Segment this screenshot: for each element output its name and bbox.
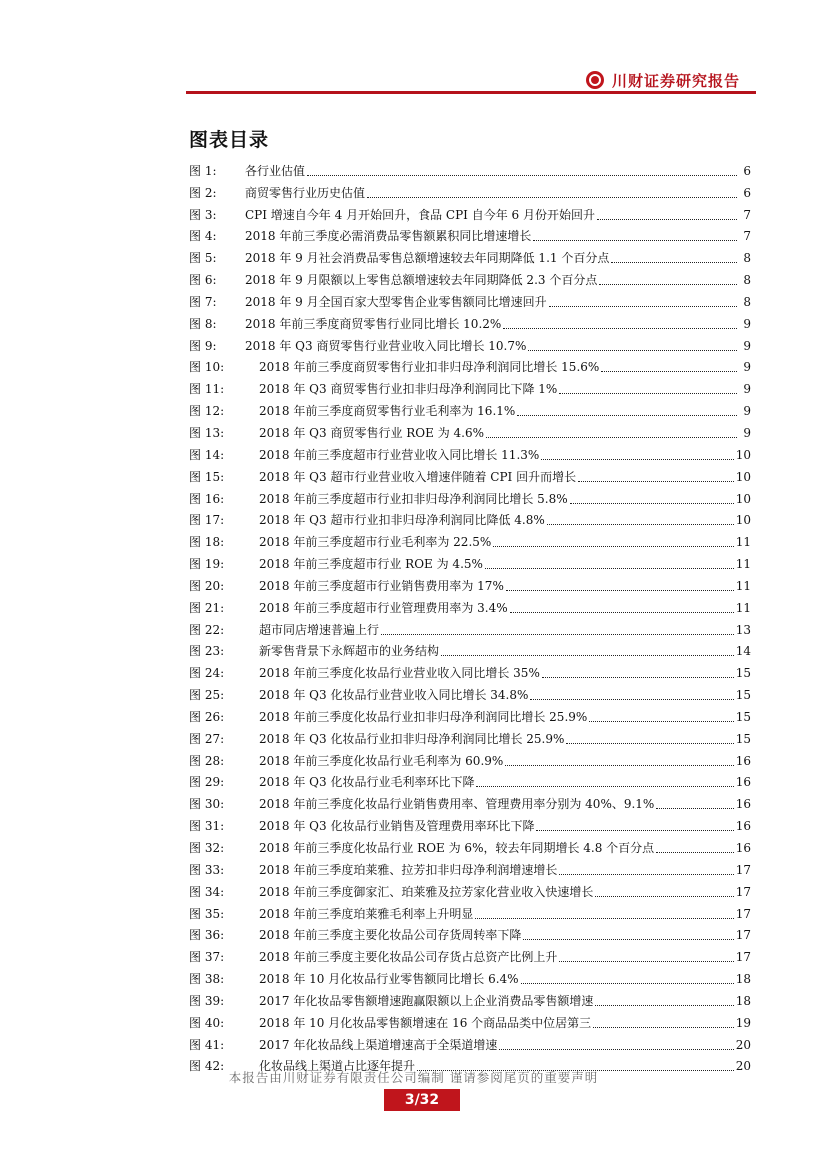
toc-entry-page: 9 xyxy=(743,316,751,331)
toc-entry[interactable] xyxy=(189,856,751,878)
toc-leader-dots xyxy=(533,240,737,241)
toc-leader-dots xyxy=(595,896,733,897)
toc-entry-title: 2018 年 Q3 超市行业营业收入增速伴随着 CPI 回升而增长 xyxy=(259,469,577,484)
toc-entry-page: 16 xyxy=(735,775,751,790)
toc-entry-page: 10 xyxy=(735,447,751,462)
toc-entry-title: 2018 年前三季度主要化妆品公司存货占总资产比例上升 xyxy=(259,950,558,965)
toc-entry-page: 16 xyxy=(735,819,751,834)
toc-entry-label: 图 40: xyxy=(189,1015,225,1030)
toc-entry-label: 图 41: xyxy=(189,1037,225,1052)
brand-name: 川财证券研究报告 xyxy=(612,71,741,90)
toc-entry-page: 8 xyxy=(743,251,751,266)
toc-entry-title: 2018 年 10 月化妆品行业零售额同比增长 6.4% xyxy=(259,972,519,987)
toc-entry-page: 19 xyxy=(735,1015,751,1030)
toc-entry[interactable] xyxy=(189,463,751,485)
toc-entry-label: 图 24: xyxy=(189,666,225,681)
toc-entry-title: 2018 年前三季度珀莱雅毛利率上升明显 xyxy=(259,906,474,921)
toc-entry-title: CPI 增速自今年 4 月开始回升，食品 CPI 自今年 6 月份开始回升 xyxy=(245,207,595,222)
toc-leader-dots xyxy=(589,721,733,722)
toc-entry[interactable] xyxy=(189,638,751,660)
toc-entry-label: 图 30: xyxy=(189,797,225,812)
toc-entry-title: 2018 年 Q3 化妆品行业销售及管理费用率环比下降 xyxy=(259,819,535,834)
toc-leader-dots xyxy=(475,918,733,919)
toc-entry-page: 6 xyxy=(743,185,751,200)
toc-entry[interactable] xyxy=(189,965,751,987)
toc-entry-label: 图 6: xyxy=(189,273,217,288)
toc-entry-title: 2018 年前三季度商贸零售行业同比增长 10.2% xyxy=(245,316,502,331)
toc-entry-page: 20 xyxy=(735,1037,751,1052)
toc-entry-title: 2018 年 9 月全国百家大型零售企业零售额同比增速回升 xyxy=(245,294,547,309)
toc-entry[interactable] xyxy=(189,310,751,332)
toc-entry[interactable] xyxy=(189,922,751,944)
toc-entry-page: 17 xyxy=(735,906,751,921)
toc-entry[interactable] xyxy=(189,1031,751,1053)
toc-entry-title: 2018 年前三季度化妆品行业销售费用率、管理费用率分别为 40%、9.1% xyxy=(259,797,655,812)
toc-entry[interactable] xyxy=(189,878,751,900)
toc-entry-title: 2018 年前三季度超市行业管理费用率为 3.4% xyxy=(259,600,508,615)
toc-entry[interactable] xyxy=(189,441,751,463)
toc-entry[interactable] xyxy=(189,528,751,550)
header-brand xyxy=(586,70,756,90)
toc-leader-dots xyxy=(547,524,734,525)
toc-leader-dots xyxy=(578,481,734,482)
toc-entry-label: 图 1: xyxy=(189,163,217,178)
toc-entry-title: 2017 年化妆品零售额增速跑赢限额以上企业消费品零售额增速 xyxy=(259,993,594,1008)
toc-entry-label: 图 35: xyxy=(189,906,225,921)
toc-leader-dots xyxy=(597,219,737,220)
toc-entry[interactable] xyxy=(189,288,751,310)
toc-entry[interactable] xyxy=(189,1009,751,1031)
toc-entry-label: 图 23: xyxy=(189,644,225,659)
toc-entry-page: 7 xyxy=(743,229,751,244)
toc-entry-title: 2017 年化妆品线上渠道增速高于全渠道增速 xyxy=(259,1037,498,1052)
toc-entry-page: 16 xyxy=(735,753,751,768)
circle-logo-icon xyxy=(586,71,604,89)
toc-leader-dots xyxy=(656,808,733,809)
toc-entry-label: 图 7: xyxy=(189,294,217,309)
toc-entry-label: 图 36: xyxy=(189,928,225,943)
toc-entry-page: 16 xyxy=(735,841,751,855)
toc-entry-title: 2018 年前三季度珀莱雅、拉芳扣非归母净利润增速增长 xyxy=(259,862,558,877)
toc-entry-label: 图 42: xyxy=(189,1059,225,1074)
page-number-badge: 3/32 xyxy=(384,1089,460,1111)
toc-entry-title: 2018 年 10 月化妆品零售额增速在 16 个商品品类中位居第三 xyxy=(259,1015,592,1030)
toc-entry-label: 图 39: xyxy=(189,993,225,1008)
toc-leader-dots xyxy=(549,306,737,307)
toc-entry-page: 15 xyxy=(735,688,751,703)
toc-entry-page: 10 xyxy=(735,491,751,506)
toc-entry-label: 图 3: xyxy=(189,207,217,222)
toc-entry-label: 图 11: xyxy=(189,382,225,397)
toc-entry-label: 图 32: xyxy=(189,841,225,855)
section-title: 图表目录 xyxy=(189,129,270,151)
toc-entry-page: 16 xyxy=(735,797,751,812)
toc-entry-page: 11 xyxy=(735,557,751,572)
toc-leader-dots xyxy=(441,655,734,656)
toc-entry[interactable] xyxy=(189,572,751,594)
toc-leader-dots xyxy=(536,830,733,831)
toc-entry-page: 17 xyxy=(735,862,751,877)
toc-leader-dots xyxy=(517,415,737,416)
toc-entry-page: 11 xyxy=(735,600,751,615)
toc-entry-label: 图 8: xyxy=(189,316,217,331)
toc-entry-label: 图 9: xyxy=(189,338,217,353)
toc-leader-dots xyxy=(493,546,733,547)
toc-entry-title: 2018 年前三季度超市行业营业收入同比增长 11.3% xyxy=(259,447,540,462)
toc-entry-page: 9 xyxy=(743,404,751,419)
toc-leader-dots xyxy=(528,350,737,351)
toc-entry-label: 图 34: xyxy=(189,884,225,899)
toc-leader-dots xyxy=(559,874,733,875)
toc-entry-page: 8 xyxy=(743,273,751,288)
toc-entry-page: 9 xyxy=(743,425,751,440)
toc-entry[interactable] xyxy=(189,157,751,179)
toc-entry-title: 2018 年前三季度必需消费品零售额累积同比增速增长 xyxy=(245,229,532,244)
toc-entry-title: 2018 年 Q3 超市行业扣非归母净利润同比降低 4.8% xyxy=(259,513,545,528)
toc-entry-label: 图 31: xyxy=(189,819,225,834)
toc-entry[interactable] xyxy=(189,223,751,245)
toc-entry[interactable] xyxy=(189,681,751,703)
footer-note: 本报告由川财证券有限责任公司编制 谨请参阅尾页的重要声明 xyxy=(228,1070,599,1085)
toc-entry-page: 14 xyxy=(735,644,751,659)
toc-entry-label: 图 19: xyxy=(189,557,225,572)
toc-leader-dots xyxy=(542,677,734,678)
toc-entry-page: 20 xyxy=(735,1059,751,1074)
toc-entry-page: 8 xyxy=(743,294,751,309)
toc-leader-dots xyxy=(476,786,733,787)
toc-entry-page: 9 xyxy=(743,360,751,375)
toc-leader-dots xyxy=(503,328,737,329)
toc-entry-title: 2018 年前三季度超市行业销售费用率为 17% xyxy=(259,578,504,593)
toc-leader-dots xyxy=(367,197,737,198)
toc-entry-page: 9 xyxy=(743,338,751,353)
toc-entry[interactable] xyxy=(189,419,751,441)
toc-leader-dots xyxy=(566,743,733,744)
toc-entry-title: 2018 年 Q3 化妆品行业营业收入同比增长 34.8% xyxy=(259,688,529,703)
toc-entry[interactable] xyxy=(189,201,751,223)
toc-entry[interactable] xyxy=(189,987,751,1009)
toc-entry-title: 2018 年 Q3 商贸零售行业扣非归母净利润同比下降 1% xyxy=(259,382,558,397)
toc-entry[interactable] xyxy=(189,244,751,266)
toc-entry-label: 图 25: xyxy=(189,688,225,703)
toc-entry[interactable] xyxy=(189,332,751,354)
toc-entry-title: 2018 年 Q3 商贸零售行业 ROE 为 4.6% xyxy=(259,425,485,440)
toc-leader-dots xyxy=(505,765,733,766)
toc-leader-dots xyxy=(499,1049,733,1050)
toc-entry-title: 商贸零售行业历史估值 xyxy=(245,185,366,200)
toc-entry-title: 2018 年 9 月限额以上零售总额增速较去年同期降低 2.3 个百分点 xyxy=(245,273,598,288)
toc-entry-title: 2018 年前三季度超市行业扣非归母净利润同比增长 5.8% xyxy=(259,491,568,506)
toc-entry-label: 图 18: xyxy=(189,535,225,550)
toc-leader-dots xyxy=(307,175,737,176)
toc-entry-page: 9 xyxy=(743,382,751,397)
toc-leader-dots xyxy=(506,590,734,591)
toc-entry-title: 新零售背景下永辉超市的业务结构 xyxy=(259,644,440,659)
toc-leader-dots xyxy=(570,503,734,504)
toc-leader-dots xyxy=(559,393,737,394)
toc-entry-title: 2018 年前三季度化妆品行业毛利率为 60.9% xyxy=(259,753,504,768)
toc-entry-page: 6 xyxy=(743,163,751,178)
toc-list xyxy=(189,157,751,1074)
toc-entry-page: 13 xyxy=(735,622,751,637)
toc-entry-label: 图 17: xyxy=(189,513,225,528)
toc-entry[interactable] xyxy=(189,834,751,856)
toc-entry-title: 2018 年 Q3 商贸零售行业营业收入同比增长 10.7% xyxy=(245,338,527,353)
toc-entry-page: 17 xyxy=(735,950,751,965)
toc-leader-dots xyxy=(521,983,734,984)
toc-entry-label: 图 22: xyxy=(189,622,225,637)
toc-entry-title: 2018 年 Q3 化妆品行业毛利率环比下降 xyxy=(259,775,475,790)
toc-entry-label: 图 10: xyxy=(189,360,225,375)
toc-entry[interactable] xyxy=(189,179,751,201)
toc-leader-dots xyxy=(611,262,737,263)
toc-entry-page: 17 xyxy=(735,884,751,899)
toc-entry[interactable] xyxy=(189,485,751,507)
toc-entry-title: 2018 年前三季度超市行业 ROE 为 4.5% xyxy=(259,557,483,572)
toc-entry-title: 2018 年前三季度商贸零售行业扣非归母净利润同比增长 15.6% xyxy=(259,360,600,375)
toc-entry[interactable] xyxy=(189,397,751,419)
toc-entry-label: 图 16: xyxy=(189,491,225,506)
toc-entry-title: 2018 年前三季度化妆品行业 ROE 为 6%，较去年同期增长 4.8 个百分点 xyxy=(259,841,655,855)
toc-leader-dots xyxy=(530,699,733,700)
toc-leader-dots xyxy=(523,939,733,940)
toc-entry[interactable] xyxy=(189,594,751,616)
toc-entry-title: 2018 年前三季度商贸零售行业毛利率为 16.1% xyxy=(259,404,516,419)
toc-entry-page: 11 xyxy=(735,578,751,593)
toc-entry[interactable] xyxy=(189,550,751,572)
toc-leader-dots xyxy=(599,284,737,285)
toc-entry-label: 图 27: xyxy=(189,731,225,746)
toc-leader-dots xyxy=(656,852,734,853)
toc-entry-page: 10 xyxy=(735,469,751,484)
toc-entry-title: 2018 年前三季度超市行业毛利率为 22.5% xyxy=(259,535,492,550)
toc-leader-dots xyxy=(593,1027,734,1028)
toc-entry-label: 图 20: xyxy=(189,578,225,593)
toc-entry-title: 各行业估值 xyxy=(245,163,306,178)
toc-entry-title: 2018 年前三季度御家汇、珀莱雅及拉芳家化营业收入快速增长 xyxy=(259,884,594,899)
toc-entry[interactable] xyxy=(189,703,751,725)
toc-entry[interactable] xyxy=(189,354,751,376)
toc-entry[interactable] xyxy=(189,747,751,769)
toc-entry-title: 化妆品线上渠道占比逐年提升 xyxy=(259,1059,416,1074)
toc-entry-label: 图 28: xyxy=(189,753,225,768)
toc-entry[interactable] xyxy=(189,943,751,965)
toc-entry[interactable] xyxy=(189,375,751,397)
toc-entry[interactable] xyxy=(189,769,751,791)
toc-entry-page: 10 xyxy=(735,513,751,528)
toc-entry-label: 图 38: xyxy=(189,972,225,987)
toc-leader-dots xyxy=(601,371,737,372)
toc-entry-title: 2018 年前三季度化妆品行业扣非归母净利润同比增长 25.9% xyxy=(259,709,588,724)
toc-entry-page: 18 xyxy=(735,972,751,987)
toc-entry-page: 11 xyxy=(735,535,751,550)
toc-entry-page: 17 xyxy=(735,928,751,943)
toc-entry-label: 图 26: xyxy=(189,709,225,724)
toc-entry-page: 15 xyxy=(735,709,751,724)
toc-entry-label: 图 14: xyxy=(189,447,225,462)
toc-entry-label: 图 2: xyxy=(189,185,217,200)
toc-entry[interactable] xyxy=(189,725,751,747)
toc-entry-label: 图 13: xyxy=(189,425,225,440)
toc-entry-label: 图 15: xyxy=(189,469,225,484)
toc-entry-label: 图 33: xyxy=(189,862,225,877)
toc-entry-title: 2018 年 9 月社会消费品零售总额增速较去年同期降低 1.1 个百分点 xyxy=(245,251,610,266)
toc-entry-page: 7 xyxy=(743,207,751,222)
toc-leader-dots xyxy=(485,568,734,569)
toc-entry-label: 图 37: xyxy=(189,950,225,965)
toc-entry-title: 超市同店增速普遍上行 xyxy=(259,622,380,637)
toc-entry-label: 图 29: xyxy=(189,775,225,790)
toc-leader-dots xyxy=(510,612,734,613)
toc-entry-page: 15 xyxy=(735,731,751,746)
toc-entry[interactable] xyxy=(189,900,751,922)
toc-entry[interactable] xyxy=(189,507,751,529)
toc-entry-label: 图 5: xyxy=(189,251,217,266)
toc-entry-title: 2018 年前三季度化妆品行业营业收入同比增长 35% xyxy=(259,666,540,681)
header-rule xyxy=(186,91,756,94)
toc-entry-title: 2018 年 Q3 化妆品行业扣非归母净利润同比增长 25.9% xyxy=(259,731,565,746)
toc-entry[interactable] xyxy=(189,616,751,638)
toc-leader-dots xyxy=(595,1005,733,1006)
toc-leader-dots xyxy=(541,459,733,460)
toc-entry-page: 15 xyxy=(735,666,751,681)
toc-leader-dots xyxy=(559,961,733,962)
toc-leader-dots xyxy=(486,437,737,438)
toc-entry-label: 图 12: xyxy=(189,404,225,419)
toc-entry[interactable] xyxy=(189,812,751,834)
toc-entry-label: 图 4: xyxy=(189,229,217,244)
toc-entry[interactable] xyxy=(189,790,751,812)
toc-entry-page: 18 xyxy=(735,993,751,1008)
toc-entry[interactable] xyxy=(189,266,751,288)
toc-leader-dots xyxy=(381,634,734,635)
toc-entry-title: 2018 年前三季度主要化妆品公司存货周转率下降 xyxy=(259,928,522,943)
toc-entry-label: 图 21: xyxy=(189,600,225,615)
toc-entry[interactable] xyxy=(189,659,751,681)
